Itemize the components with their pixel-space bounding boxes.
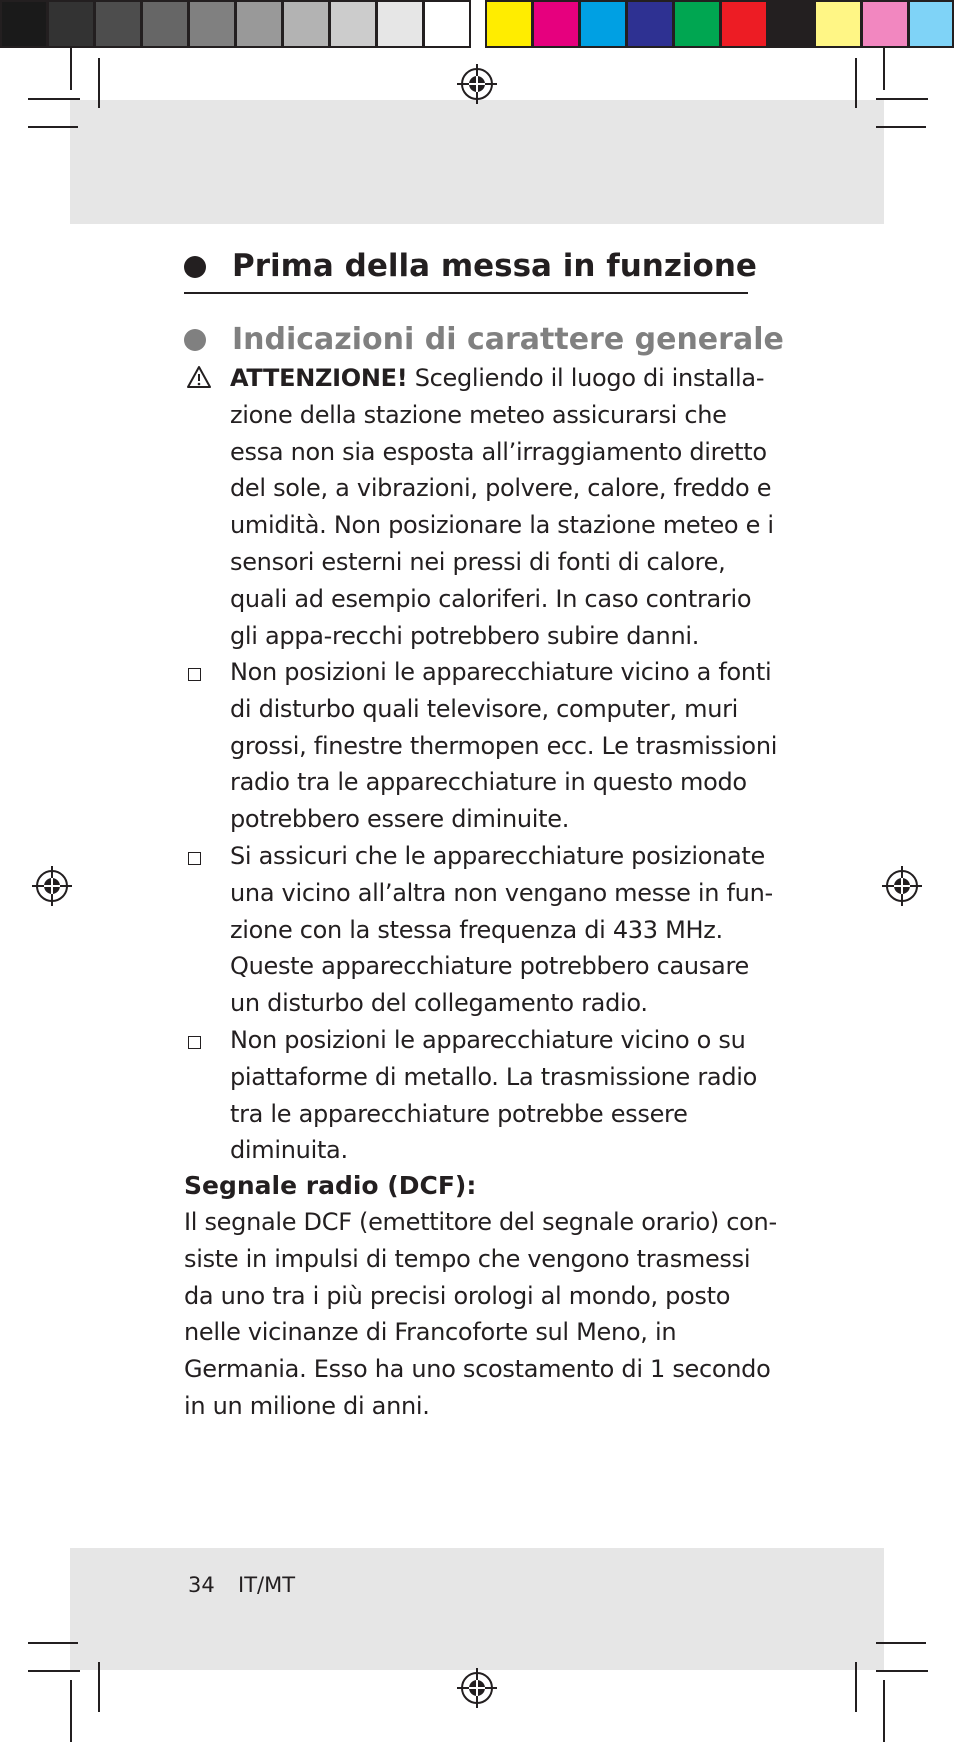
crop-mark (883, 1680, 885, 1742)
list-item: Si assicuri che le apparecchiature posizionate una vicino all’altra non vengano messe in fun-zione con la stessa frequenza di 433 MHz. Queste apparecchiature potrebbero causare un disturbo del collegamento radio. (230, 842, 773, 1018)
header-band (70, 100, 884, 224)
radio-section-text: Il segnale DCF (emettitore del segnale orario) con-siste in impulsi di tempo che vengono trasmessi da uno tra i più precisi orologi al mondo, posto nelle vicinanze di Francoforte sul Meno, in Germania. Esso ha uno scostamento di 1 secondo in un milione di anni. (184, 1208, 777, 1420)
section-heading (184, 246, 757, 294)
page-title: Prima della messa in funzione (232, 248, 757, 284)
gray-swatch-3 (94, 0, 142, 48)
subsection-title: Indicazioni di carattere generale (232, 322, 784, 357)
language-code: IT/MT (238, 1573, 296, 1597)
crop-mark (28, 1642, 78, 1644)
cyan-swatch (579, 0, 627, 48)
crop-mark (28, 98, 80, 100)
gray-swatch-4 (141, 0, 189, 48)
red-swatch (720, 0, 768, 48)
registration-mark-icon (32, 866, 72, 906)
crop-mark (98, 58, 100, 108)
footer-band (70, 1548, 884, 1670)
crop-mark (876, 1642, 926, 1644)
crop-mark (70, 48, 72, 90)
light-yellow-swatch (814, 0, 862, 48)
crop-mark (883, 48, 885, 90)
crop-mark (876, 98, 928, 100)
crop-mark (28, 1670, 80, 1672)
light-cyan-swatch (908, 0, 954, 48)
subsection-heading (184, 320, 784, 360)
black-swatch (767, 0, 815, 48)
yellow-swatch (485, 0, 533, 48)
warning-paragraph (230, 360, 778, 654)
gray-swatch-10 (423, 0, 471, 48)
crop-mark (98, 1662, 100, 1712)
gray-swatch-2 (47, 0, 95, 48)
gray-swatch-9 (376, 0, 424, 48)
warning-triangle-icon (186, 365, 212, 389)
crop-mark (70, 1680, 72, 1742)
crop-mark (855, 58, 857, 108)
registration-mark-icon (882, 866, 922, 906)
green-swatch (673, 0, 721, 48)
checkbox-bullet-icon (188, 668, 201, 681)
gray-swatch-6 (235, 0, 283, 48)
checkbox-bullet-icon (188, 1036, 201, 1049)
registration-mark-icon (457, 64, 497, 104)
warning-label: ATTENZIONE! (230, 364, 408, 392)
gray-swatch-1 (0, 0, 48, 48)
pink-swatch (861, 0, 909, 48)
crop-mark (876, 126, 926, 128)
warning-text: Scegliendo il luogo di installa-zione della stazione meteo assicurarsi che essa non sia esposta all’irraggiamento diretto del sole, a vibrazioni, polvere, calore, freddo e umidità. Non posizionare la stazione meteo e i sensori esterni nei pressi di fonti di calore, quali ad esempio caloriferi. In caso contrario gli appa-recchi potrebbero subire danni. (230, 364, 774, 650)
crop-mark (876, 1670, 928, 1672)
radio-section-title: Segnale radio (DCF): (184, 1171, 477, 1200)
gray-swatch-7 (282, 0, 330, 48)
list-item: Non posizioni le apparecchiature vicino o su piattaforme di metallo. La trasmissione radio tra le apparecchiature potrebbe essere diminuita. (230, 1026, 758, 1165)
magenta-swatch (532, 0, 580, 48)
crop-mark (855, 1662, 857, 1712)
list-item: Non posizioni le apparecchiature vicino a fonti di disturbo quali televisore, computer, muri grossi, finestre thermopen ecc. Le trasmissioni radio tra le apparecchiature in questo modo potrebbero essere diminuite. (230, 658, 778, 834)
blue-swatch (626, 0, 674, 48)
page-number: 34 (188, 1573, 215, 1597)
crop-mark (28, 126, 78, 128)
registration-mark-icon (457, 1668, 497, 1708)
checkbox-bullet-icon (188, 852, 201, 865)
bullet-icon (184, 256, 206, 278)
gray-swatch-8 (329, 0, 377, 48)
bullet-icon (184, 329, 206, 351)
gray-swatch-5 (188, 0, 236, 48)
